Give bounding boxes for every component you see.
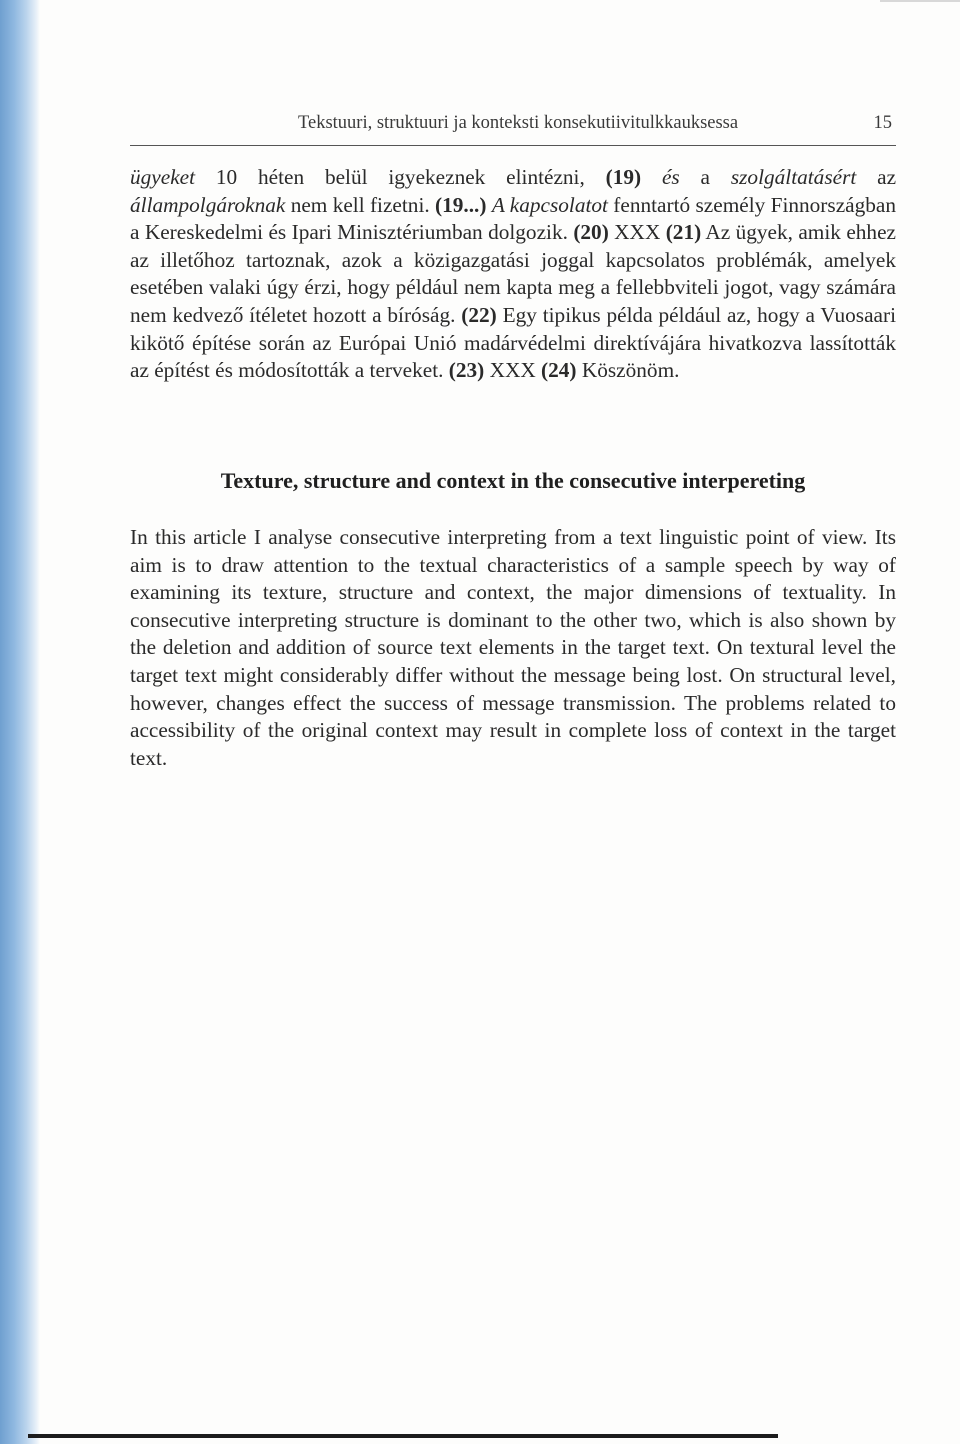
hungarian-paragraph [130, 164, 896, 385]
header-rule [130, 145, 896, 146]
abstract-title: Texture, structure and context in the consecutive interpereting [220, 468, 806, 493]
text-segment: Az ügyek, amik ehhez az illetőhoz tartoznak, azok a közigazgatási joggal kapcsolatos problémák, amelyek esetében valaki úgy érzi, hogy például nem kapta meg a fellebbviteli jogot, vagy számára nem kedvező ítéletet hozott a bíróság. [130, 220, 896, 327]
text-segment: és [661, 165, 680, 189]
text-segment: az [856, 165, 897, 189]
text-segment: szolgáltatásért [730, 165, 857, 189]
text-segment: a [679, 165, 731, 189]
text-segment: 10 héten belül igyekeznek elintézni, [195, 165, 606, 189]
segment-number: (21) [665, 220, 702, 245]
text-segment: ügyeket [130, 165, 196, 189]
page-number: 15 [873, 113, 892, 133]
segment-number: (19) [605, 165, 642, 189]
scan-edge-left [0, 0, 40, 1444]
text-segment: XXX [484, 358, 542, 383]
segment-number: (23) [448, 358, 485, 383]
scan-edge-top [880, 0, 960, 2]
running-header [130, 113, 896, 139]
text-segment [641, 165, 662, 189]
segment-number: (20) [573, 220, 609, 245]
text-segment: fenntartó személy Finnországban a Kereskedelmi és Ipari Minisztériumban dolgozik. [130, 192, 896, 245]
segment-number: (22) [461, 302, 497, 327]
text-segment: nem kell fizetni. [285, 192, 436, 217]
text-segment: Köszönöm. [576, 358, 680, 383]
header-title: Tekstuuri, struktuuri ja konteksti konsekutiivitulkkauksessa [298, 113, 739, 133]
segment-number: (19...) [435, 192, 487, 217]
text-segment: A kapcsolatot [491, 192, 608, 217]
text-segment: állampolgároknak [130, 192, 286, 217]
scan-edge-bottom [28, 1434, 778, 1438]
segment-number: (24) [541, 358, 577, 383]
text-segment: XXX [608, 220, 666, 245]
text-segment: Egy tipikus példa például az, hogy a Vuosaari kikötő építése során az Európai Unió madárvédelmi direktívájára hivatkozva lassították az építést és módosították a terveket. [130, 302, 896, 383]
abstract-body: In this article I analyse consecutive interpreting from a text linguistic point of view. Its aim is to draw attention to the textual characteristics of a sample speech by way of examining its texture, structure and context, the major dimensions of textuality. In consecutive interpreting structure is dominant to the other two, which is also shown by the deletion and addition of source text elements in the target text. On textural level the target text might considerably differ without the message being lost. On structural level, however, changes effect the success of message transmission. The problems related to accessibility of the original context may result in complete loss of context in the target text. [130, 525, 896, 770]
